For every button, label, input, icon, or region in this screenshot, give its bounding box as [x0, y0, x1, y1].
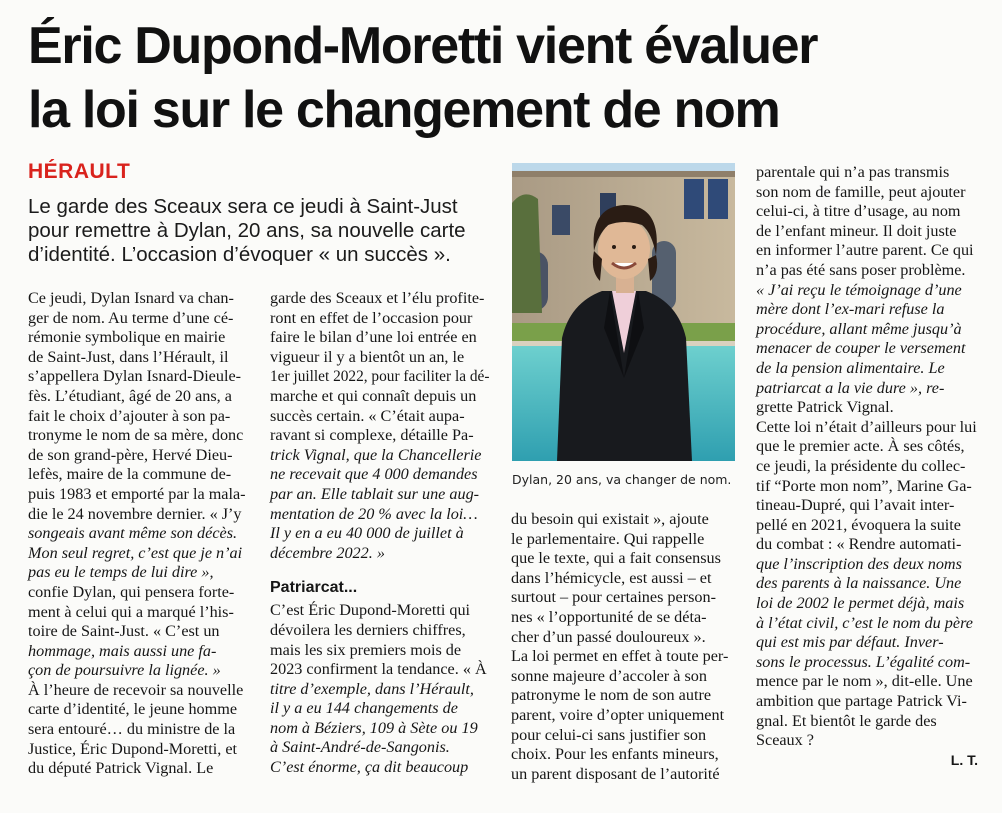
text-line: s’appellera Dylan Isnard-Dieule-	[28, 367, 242, 386]
spacer	[270, 563, 490, 575]
text-line: nes « l’opportunité de se déta-	[511, 607, 707, 626]
quote-line: C’est énorme, ça dit beaucoup	[270, 758, 469, 777]
quote-line: à l’état civil, c’est le nom du père	[756, 613, 973, 632]
portrait-photo	[512, 163, 735, 461]
text-line: que le texte, qui a fait consensus	[511, 549, 721, 568]
text-line: du besoin qui existait », ajoute	[511, 510, 709, 528]
text-line: fès. L’étudiant, âgé de 20 ans, a	[28, 386, 232, 405]
quote-line: mère dont l’ex-mari refuse la	[756, 300, 945, 319]
quote-line: nom à Béziers, 109 à Sète ou 19	[270, 718, 478, 737]
text-line: mais les six premiers mois de	[270, 640, 462, 659]
text-line: le parlementaire. Qui rappelle	[511, 529, 705, 548]
quote-line: Mon seul regret, c’est que je n’ai	[28, 543, 243, 562]
text-line: Sceaux ?	[756, 731, 814, 750]
text-line: dévoilera les derniers chiffres,	[270, 620, 466, 639]
text-line: dans l’hémicycle, est aussi – et	[511, 568, 712, 587]
quote-line: il y a eu 144 changements de	[270, 699, 458, 718]
text-line: son nom de famille, peut ajouter	[756, 182, 966, 201]
text-line: toire de Saint-Just. « C’est un	[28, 622, 220, 641]
subheading: Patriarcat...	[270, 579, 358, 597]
text-line: die le 24 novembre dernier. « J’y	[28, 504, 242, 523]
text-line: choix. Pour les enfants mineurs,	[511, 745, 719, 764]
text-line: tif “Porte mon nom”, Marine Ga-	[756, 476, 972, 495]
text-line: du combat : « Rendre automati-	[756, 535, 962, 554]
quote-line: songeais avant même son décès.	[28, 524, 238, 543]
text-line: succès certain. « C’était aupa-	[270, 406, 465, 425]
text-line: Ce jeudi, Dylan Isnard va chan-	[28, 289, 234, 307]
article-column-2	[270, 289, 490, 778]
text-line: surtout – pour certaines person-	[511, 588, 716, 607]
quote-line: procédure, allant même jusqu’à	[756, 319, 962, 338]
quote-line: pas eu le temps de lui dire »,	[28, 563, 214, 582]
text-line: celui-ci, à titre d’usage, au nom	[756, 202, 961, 221]
article-column-4	[756, 163, 978, 770]
text-line: Justice, Éric Dupond-Moretti, et	[28, 739, 238, 758]
text-line: ambition que partage Patrick Vi-	[756, 692, 967, 711]
text-line: rémonie symbolique en mairie	[28, 328, 226, 347]
quote-line: « J’ai reçu le témoignage d’une	[756, 280, 962, 299]
quote-line: trick Vignal, que la Chancellerie	[270, 445, 482, 464]
photo-caption: Dylan, 20 ans, va changer de nom.	[512, 472, 732, 487]
text-line: faire le bilan d’une loi entrée en	[270, 328, 477, 347]
author-signature: L. T.	[950, 751, 978, 768]
text-line: gnal. Et bientôt le garde des	[756, 711, 937, 730]
text-line: n’a pas été sans poser problème.	[756, 260, 966, 279]
text-line: sonne majeure d’accoler à son	[511, 666, 707, 685]
quote-line: des parents à la naissance. Une	[756, 574, 962, 593]
text-line: 2023 confirment la tendance. « À	[270, 660, 487, 679]
quote-line: ne recevait que 4 000 demandes	[270, 465, 478, 484]
text-line: confie Dylan, qui pensera forte-	[28, 582, 235, 601]
text-line: grette Patrick Vignal.	[756, 398, 894, 417]
article-column-3	[511, 510, 735, 784]
article-column-1	[28, 289, 248, 779]
quote-line: décembre 2022. »	[270, 543, 385, 562]
quote-line: menacer de couper le versement	[756, 339, 966, 358]
text-line: pellé en 2021, évoquera la suite	[756, 515, 961, 534]
text-line: sera entouré… du ministre de la	[28, 720, 236, 739]
text-line: ravant si complexe, détaille Pa-	[270, 426, 474, 445]
text-line: garde des Sceaux et l’élu profite-	[270, 289, 485, 307]
standfirst-line: d’identité. L’occasion d’évoquer « un succès ».	[28, 243, 451, 266]
text-line: mence par le nom », dit-elle. Une	[756, 672, 973, 691]
quote-line: sons le processus. L’égalité com-	[756, 652, 971, 671]
headline-line: Éric Dupond-Moretti vient évaluer	[28, 17, 818, 75]
quote-line: loi de 2002 le permet déjà, mais	[756, 594, 965, 613]
text-line: patronyme le nom de son autre	[511, 686, 712, 705]
quote-line: çon de poursuivre la lignée. »	[28, 661, 221, 680]
quote-line: Il y en a eu 40 000 de juillet à	[270, 524, 464, 543]
headline-line: la loi sur le changement de nom	[28, 81, 780, 139]
text-line: de l’enfant mineur. Il doit juste	[756, 221, 957, 240]
text-line: lefès, maire de la commune de-	[28, 465, 232, 484]
standfirst	[28, 195, 498, 267]
text-line: parent, voire d’opter uniquement	[511, 705, 725, 724]
text-line: en informer l’autre parent. Ce qui	[756, 241, 974, 260]
quote-line: hommage, mais aussi une fa-	[28, 641, 217, 660]
text-line: un parent disposant de l’autorité	[511, 764, 720, 783]
text-line: cher d’un passé douloureux ».	[511, 627, 706, 646]
text-line: La loi permet en effet à toute per-	[511, 647, 729, 666]
quote-line: mentation de 20 % avec la loi…	[270, 504, 478, 523]
text-line: vigueur il y a bientôt un an, le	[270, 347, 465, 366]
quote-line: qui est mis par défaut. Inver-	[756, 633, 944, 652]
text-line: parentale qui n’a pas transmis	[756, 163, 950, 181]
text-line: ment à celui qui a marqué l’his-	[28, 602, 234, 621]
text-line: de son grand-père, Hervé Dieu-	[28, 445, 233, 464]
section-rubric: HÉRAULT	[28, 160, 131, 183]
text-line: Cette loi n’était d’ailleurs pour lui	[756, 417, 977, 436]
text-line: ront en effet de l’occasion pour	[270, 308, 473, 327]
text-line: tineau-Dupré, qui l’avait inter-	[756, 496, 955, 515]
quote-line: patriarcat a la vie dure », re-	[756, 378, 945, 397]
quote-line: titre d’exemple, dans l’Hérault,	[270, 679, 474, 698]
standfirst-line: pour remettre à Dylan, 20 ans, sa nouvelle carte	[28, 219, 466, 242]
text-line: du député Patrick Vignal. Le	[28, 759, 214, 778]
text-line: 1er juillet 2022, pour faciliter la dé-	[270, 367, 490, 386]
quote-line: que l’inscription des deux noms	[756, 554, 962, 573]
text-line: pour celui-ci sans justifier son	[511, 725, 707, 744]
text-line: fait le choix d’ajouter à son pa-	[28, 406, 231, 425]
text-line: ce jeudi, la présidente du collec-	[756, 456, 966, 475]
text-line: marche et qui connaît depuis un	[270, 386, 477, 405]
text-line: puis 1983 et emporté par la mala-	[28, 484, 246, 503]
quote-line: par an. Elle tablait sur une aug-	[270, 484, 480, 503]
standfirst-line: Le garde des Sceaux sera ce jeudi à Saint-Just	[28, 195, 458, 218]
text-line: de Saint-Just, dans l’Hérault, il	[28, 347, 229, 366]
text-line: À l’heure de recevoir sa nouvelle	[28, 680, 244, 699]
text-line: que le premier acte. À ses côtés,	[756, 437, 965, 456]
text-line: carte d’identité, le jeune homme	[28, 700, 237, 719]
photo-illustration	[512, 163, 735, 461]
text-line: ger de nom. Au terme d’une cé-	[28, 308, 234, 327]
text-line: tronyme le nom de sa mère, donc	[28, 426, 244, 445]
text-line: C’est Éric Dupond-Moretti qui	[270, 601, 471, 620]
quote-line: de la pension alimentaire. Le	[756, 358, 945, 377]
quote-line: à Saint-André-de-Sangonis.	[270, 738, 450, 757]
headline	[28, 14, 988, 142]
